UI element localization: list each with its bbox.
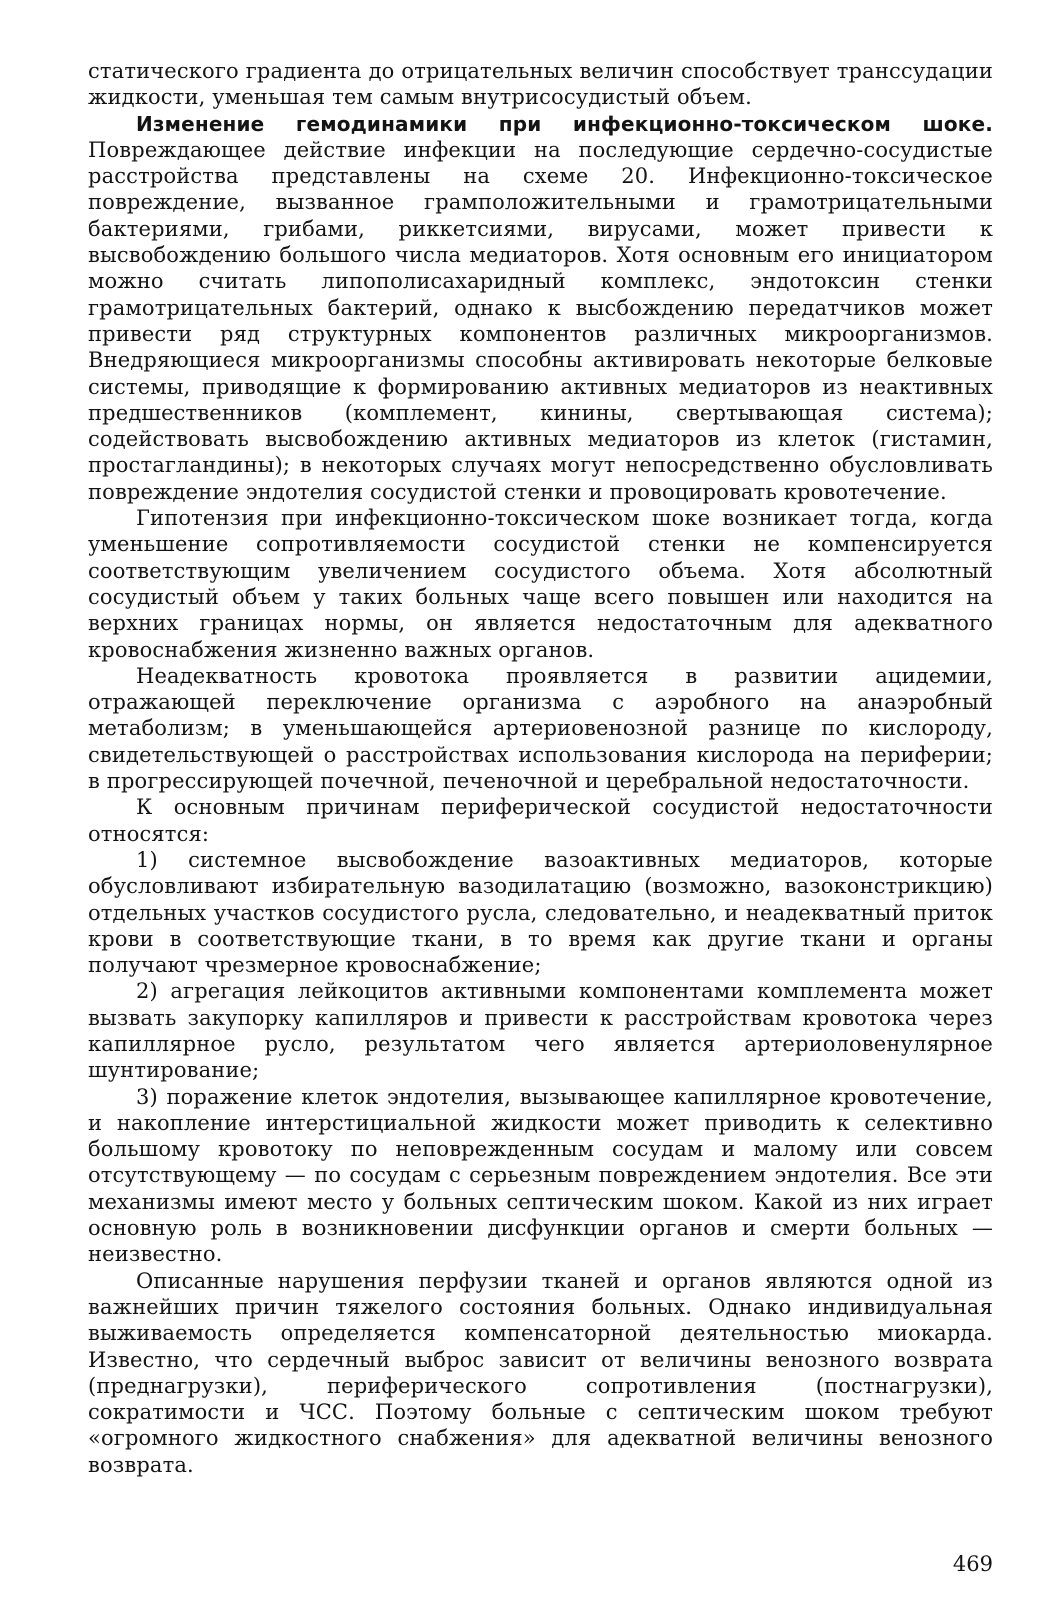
paragraph-text: Гипотензия при инфекционно-токсическом шоке возникает тогда, когда уменьшение сопротивляемости сосудистой стенки не компенсируется соответствующим увеличением сосудистого объема. Хотя абсолютный сосудистый объем у таких больных чаще всего повышен или находится на верхних границах нормы, он является недостаточным для адекватного кровоснабжения жизненно важных органов. — [88, 506, 993, 662]
paragraph-text: 1) системное высвобождение вазоактивных медиаторов, которые обусловливают избирательную вазодилатацию (возможно, вазоконстрикцию) отдельных участков сосудистого русла, следовательно, и неадекватный приток крови в соответствующие ткани, в то время как другие ткани и органы получают чрезмерное кровоснабжение; — [88, 847, 993, 978]
page-number: 469 — [952, 1552, 993, 1576]
paragraph-text: 2) агрегация лейкоцитов активными компонентами комплемента может вызвать закупорку капилляров и привести к расстройствам кровотока через капиллярное русло, результатом чего является артериоловенулярное шунтирование; — [88, 979, 993, 1083]
list-item — [88, 978, 993, 1083]
paragraph-perfusion — [88, 1268, 993, 1478]
paragraph-inadequacy — [88, 663, 993, 794]
paragraph-causes-intro — [88, 794, 993, 847]
paragraph-text: 3) поражение клеток эндотелия, вызывающее капиллярное кровотечение, и накопление интерстициальной жидкости может приводить к селективно большому кровотоку по неповрежденным сосудам и малому или совсем отсутствующему — по сосудам с серьезным повреждением эндотелия. Все эти механизмы имеют место у больных септическим шоком. Какой из них играет основную роль в возникновении дисфункции органов и смерти больных — неизвестно. — [88, 1084, 993, 1267]
book-page-text — [88, 58, 993, 1478]
paragraph-text: К основным причинам периферической сосудистой недостаточности относятся: — [88, 795, 993, 846]
paragraph-hemodynamics — [88, 111, 993, 505]
paragraph-continuation — [88, 58, 993, 111]
paragraph-hypotension — [88, 505, 993, 663]
section-heading: Изменение гемодинамики при инфекционно-токсическом шоке. — [136, 111, 993, 136]
paragraph-text: Неадекватность кровотока проявляется в развитии ацидемии, отражающей переключение организма с аэробного на анаэробный метаболизм; в уменьшающейся артериовенозной разнице по кислороду, свидетельствующей о расстройствах использования кислорода на периферии; в прогрессирующей почечной, печеночной и церебральной недостаточности. — [88, 663, 993, 794]
list-item — [88, 1084, 993, 1268]
paragraph-text: Описанные нарушения перфузии тканей и органов являются одной из важнейших причин тяжелого состояния больных. Однако индивидуальная выживаемость определяется компенсаторной деятельностью миокарда. Известно, что сердечный выброс зависит от величины венозного возврата (преднагрузки), периферического сопротивления (постнагрузки), сократимости и ЧСС. Поэтому больные с септическим шоком требуют «огромного жидкостного снабжения» для адекватной величины венозного возврата. — [88, 1268, 993, 1477]
paragraph-text: Повреждающее действие инфекции на последующие сердечно-сосудистые расстройства представлены на схеме 20. Инфекционно-токсическое повреждение, вызванное грамположительными и грамотрицательными бактериями, грибами, риккетсиями, вирусами, может привести к высвобождению большого числа медиаторов. Хотя основным его инициатором можно считать липополисахаридный комплекс, эндотоксин стенки грамотрицательных бактерий, однако к высбождению передатчиков может привести ряд структурных компонентов различных микроорганизмов. Внедряющиеся микроорганизмы способны активировать некоторые белковые системы, приводящие к формированию активных медиаторов из неактивных предшественников (комплемент, кинины, свертывающая система); содействовать высвобождению активных медиаторов из клеток (гистамин, простагландины); в некоторых случаях могут непосредственно обусловливать повреждение эндотелия сосудистой стенки и провоцировать кровотечение. — [88, 137, 993, 504]
list-item — [88, 847, 993, 978]
paragraph-text: статического градиента до отрицательных величин способствует транссудации жидкости, уменьшая тем самым внутрисосудистый объем. — [88, 59, 993, 110]
